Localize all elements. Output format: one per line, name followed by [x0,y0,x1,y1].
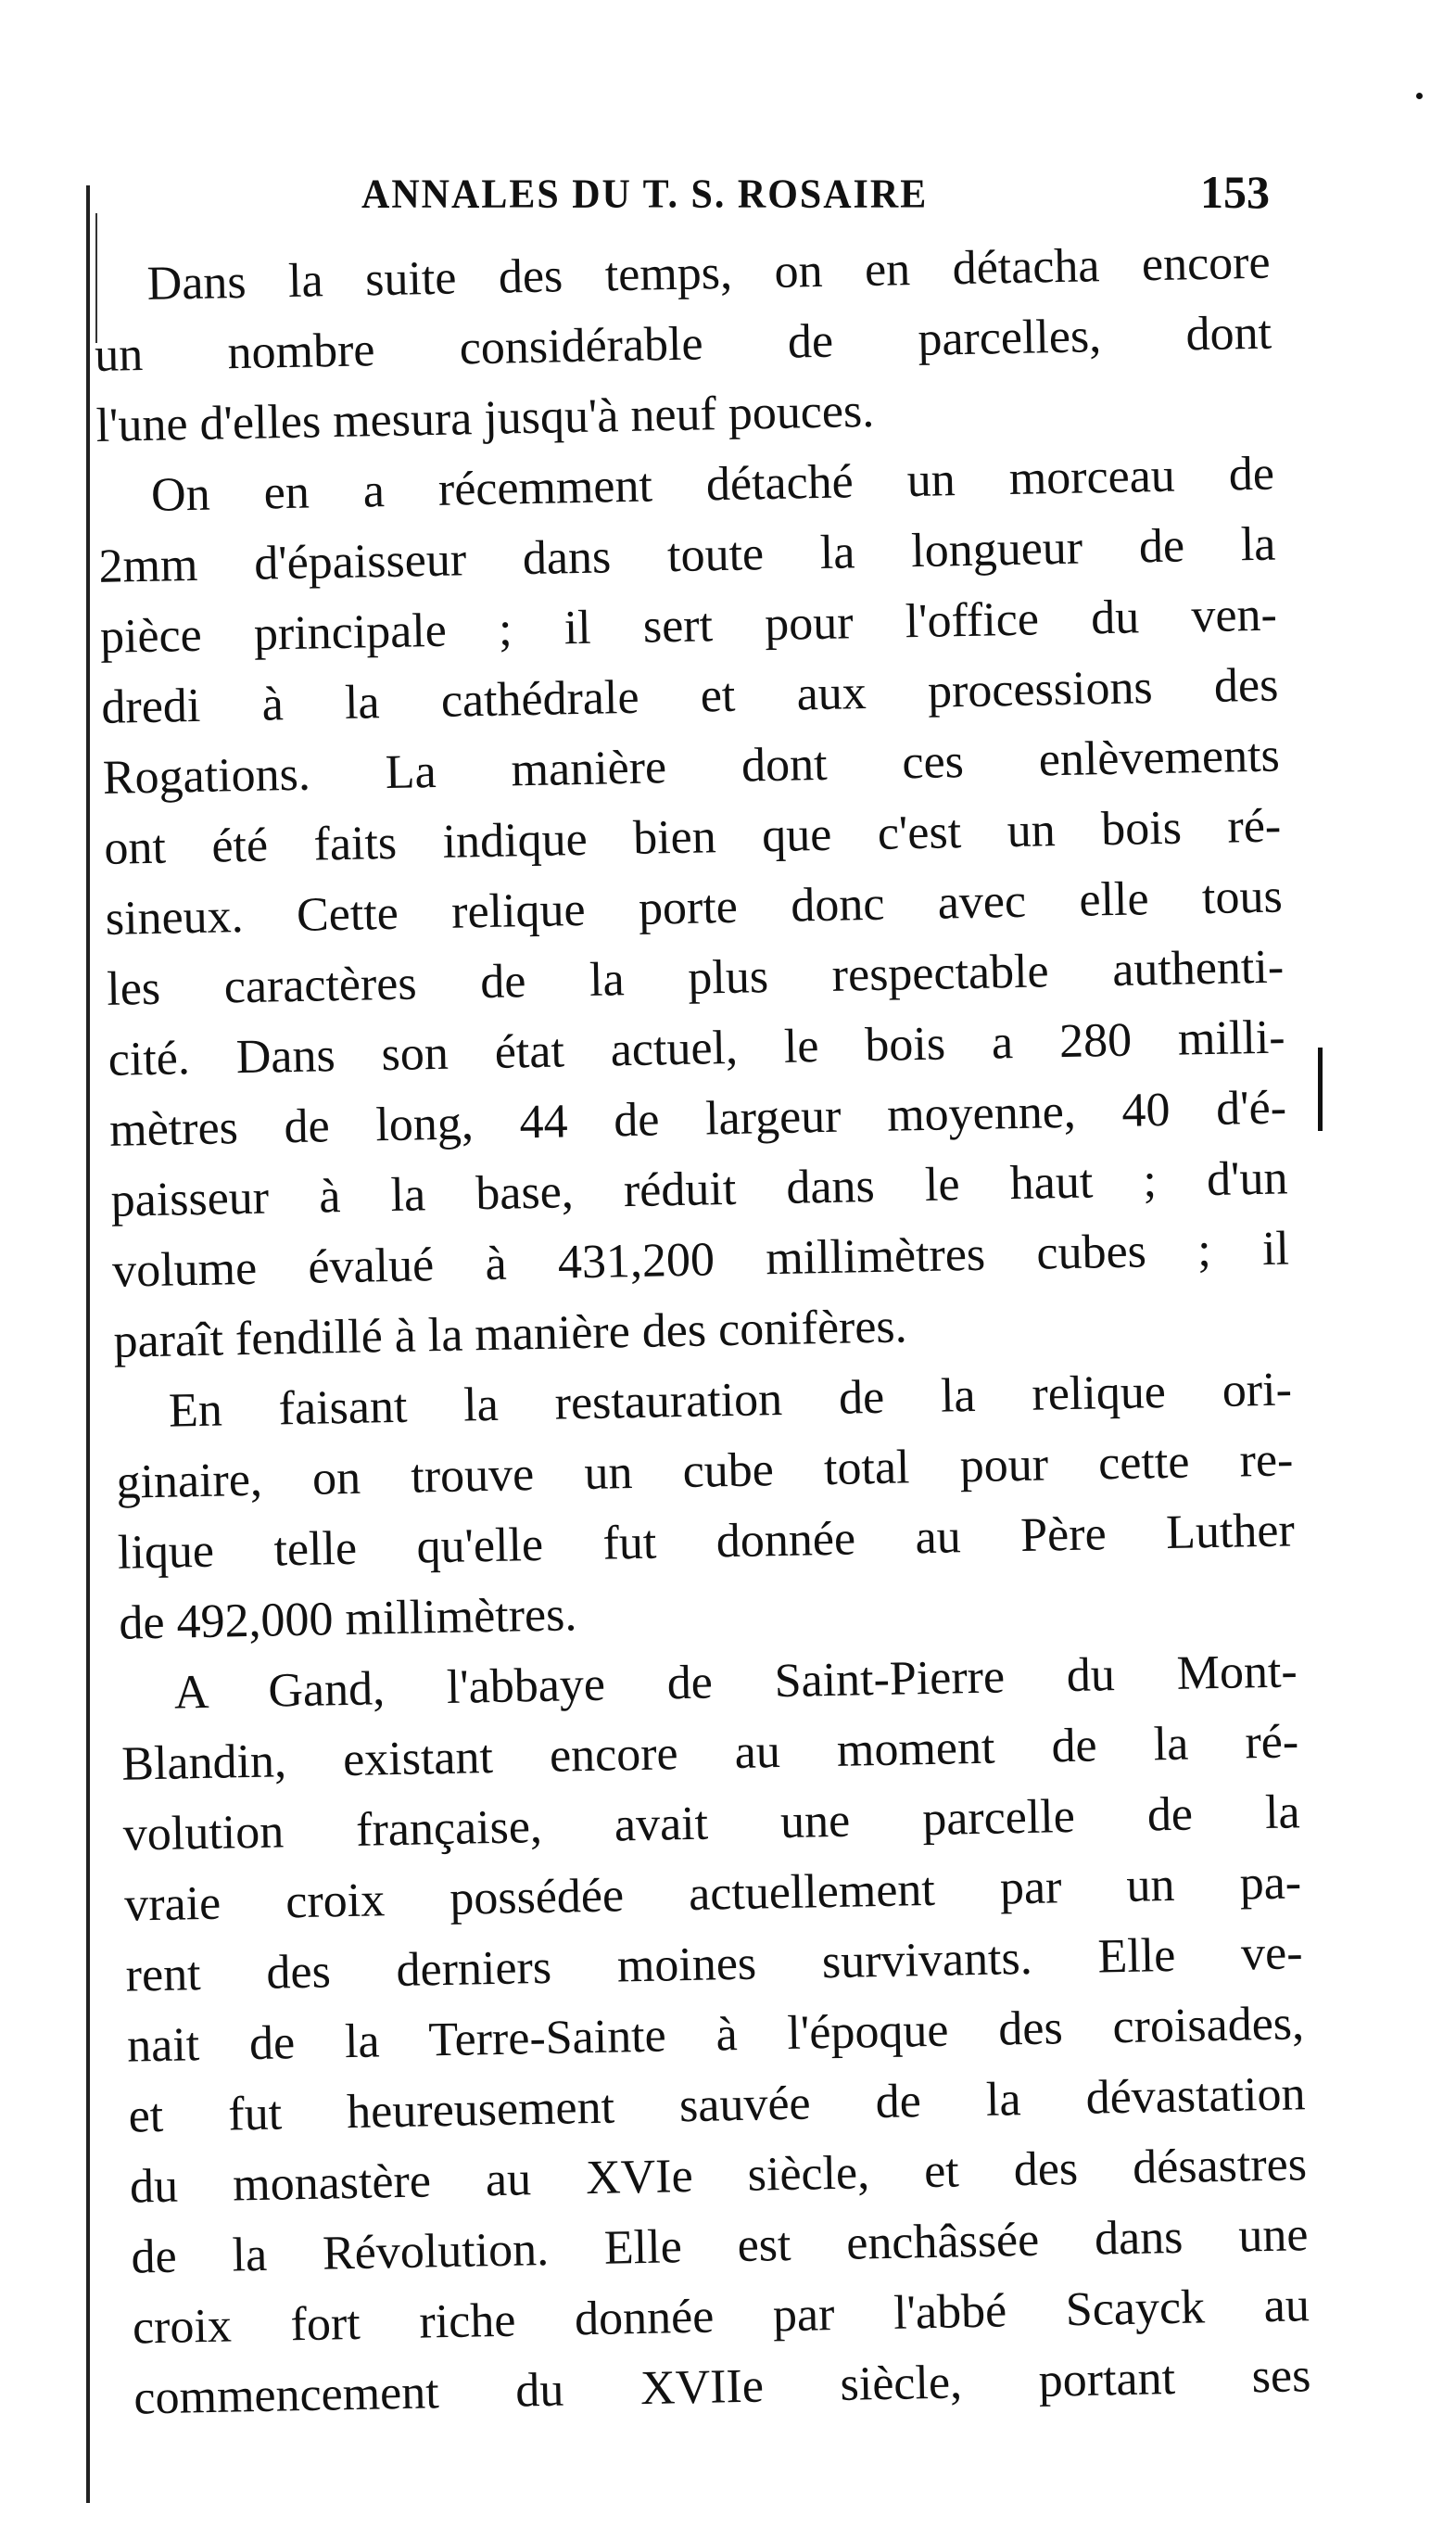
text-line: En faisant la restauration de la relique ori- [168,1363,1293,1438]
running-title: ANNALES DU T. S. ROSAIRE [361,171,929,218]
text-line: volume évalué à 431,200 millimètres cubes ; il [111,1222,1290,1298]
text-line: Dans la suite des temps, on en détacha encore [146,235,1272,311]
text-line: paraît fendillé à la manière des conifères. [113,1300,908,1368]
text-line: lique telle qu'elle fut donnée au Père Luther [117,1504,1296,1580]
body-text [93,227,1321,2433]
page-header [361,165,1288,221]
text-line: commencement du XVIIe siècle, portant ses [133,2349,1311,2425]
text-line: Blandin, existant encore au moment de la ré- [120,1715,1299,1791]
binding-edge [86,185,90,2503]
text-line: et fut heureusement sauvée de la dévastation [128,2067,1306,2143]
text-line: ginaire, on trouve un cube total pour cette re- [115,1433,1294,1509]
text-line: un nombre considérable de parcelles, dont [94,306,1272,382]
page-number: 153 [1200,166,1270,218]
text-line: paisseur à la base, réduit dans le haut ; d'un [110,1151,1288,1227]
text-line: de 492,000 millimètres. [118,1588,577,1650]
text-line: l'une d'elles mesura jusqu'à neuf pouces. [95,384,875,452]
text-line: nait de la Terre-Sainte à l'époque des croisades, [126,1997,1305,2073]
margin-mark [1318,1048,1323,1131]
text-line: A Gand, l'abbaye de Saint-Pierre du Mont- [173,1645,1298,1720]
text-line: du monastère au XVIe siècle, et des désastres [129,2138,1308,2214]
text-line: On en a récemment détaché un morceau de [150,447,1275,522]
text-line: cité. Dans son état actuel, le bois a 280 milli- [108,1010,1286,1086]
text-line: vraie croix possédée actuellement par un pa- [123,1856,1302,1932]
text-line: Rogations. La manière dont ces enlèvements [102,729,1281,805]
text-line: mètres de long, 44 de largeur moyenne, 40 d'é- [108,1081,1287,1157]
ink-spot [1416,93,1423,99]
text-line: croix fort riche donnée par l'abbé Scayck au [132,2279,1310,2355]
text-line: rent des derniers moines survivants. Elle ve- [125,1926,1304,2002]
text-line: de la Révolution. Elle est enchâssée dans une [131,2208,1309,2284]
text-line: pièce principale ; il sert pour l'office du ven- [99,588,1278,664]
text-line: sineux. Cette relique porte donc avec elle tous [105,870,1284,946]
text-line: ont été faits indique bien que c'est un bois ré- [103,799,1282,875]
text-line: volution française, avait une parcelle de la [122,1785,1301,1861]
text-line: 2mm d'épaisseur dans toute la longueur de la [98,517,1276,593]
text-line: dredi à la cathédrale et aux processions des [100,658,1279,734]
text-line: les caractères de la plus respectable authenti- [106,940,1285,1016]
